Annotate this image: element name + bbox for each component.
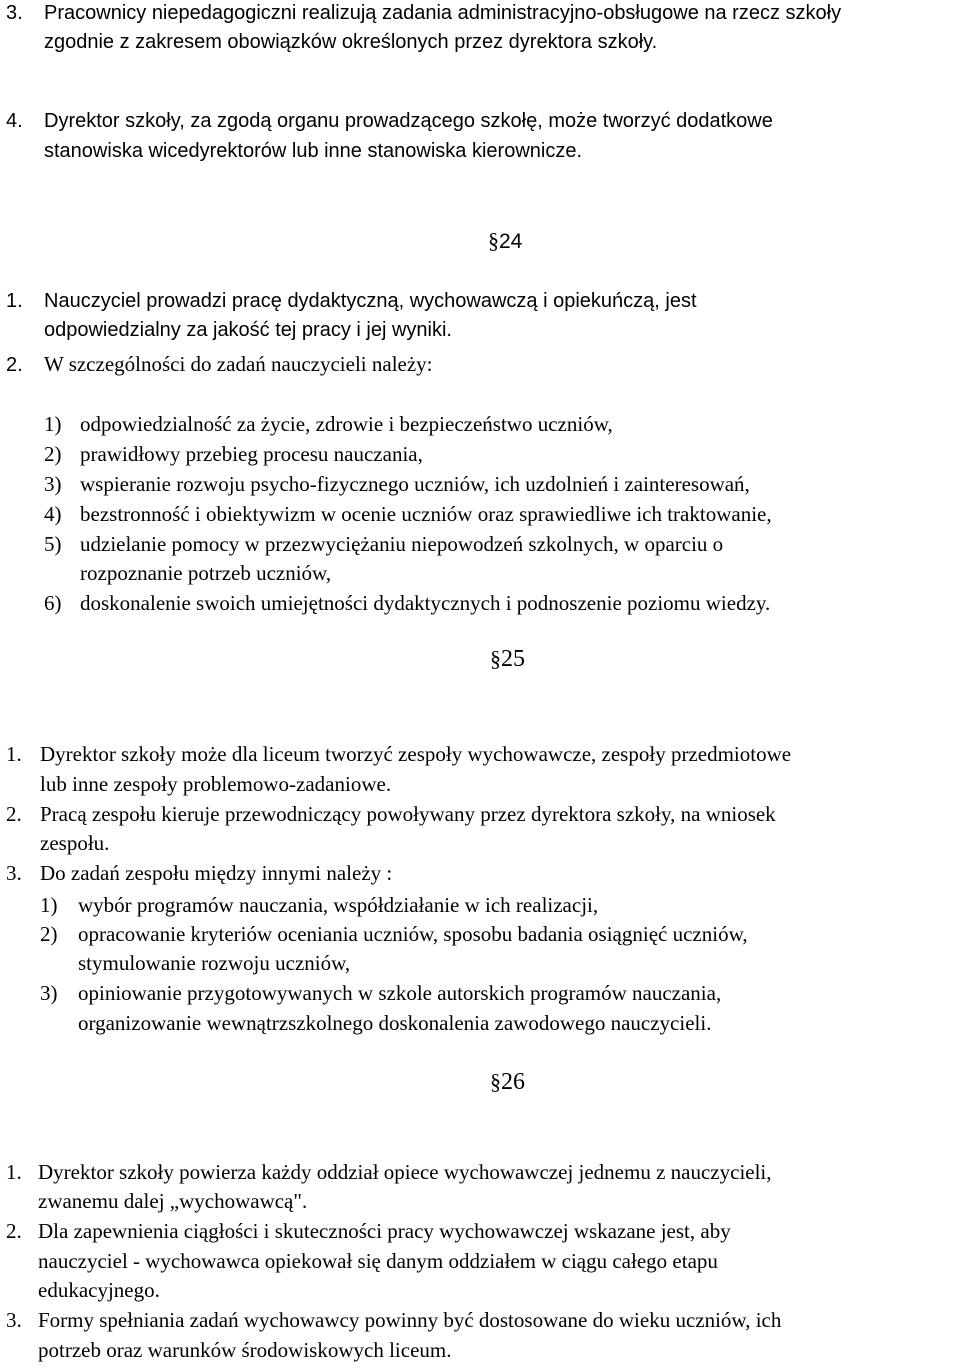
list-item: wspieranie rozwoju psycho-fizycznego uczniów, ich uzdolnień i zainteresowań,	[80, 472, 750, 496]
list-item-number: 6)	[44, 591, 62, 615]
paragraph-number: 4.	[6, 110, 23, 132]
paragraph-line: odpowiedzialny za jakość tej pracy i jej wyniki.	[44, 319, 452, 341]
list-item-number: 2)	[44, 442, 62, 466]
paragraph-number: 2.	[6, 1219, 22, 1243]
paragraph-number: 3.	[6, 1308, 22, 1332]
paragraph-line: Do zadań zespołu między innymi należy :	[40, 861, 393, 885]
paragraph-line: Dyrektor szkoły może dla liceum tworzyć zespoły wychowawcze, zespoły przedmiotowe	[40, 742, 792, 766]
list-item-number: 3)	[44, 472, 62, 496]
paragraph-line: stanowiska wicedyrektorów lub inne stanowiska kierownicze.	[44, 140, 583, 162]
paragraph-line: edukacyjnego.	[38, 1278, 160, 1302]
section-sign: §	[490, 646, 501, 671]
paragraph-number: 1.	[6, 290, 23, 312]
paragraph-line: Dyrektor szkoły powierza każdy oddział opiece wychowawczej jednemu z nauczycieli,	[38, 1160, 772, 1184]
paragraph-line: Formy spełniania zadań wychowawcy powinny być dostosowane do wieku uczniów, ich	[38, 1308, 782, 1332]
list-item: bezstronność i obiektywizm w ocenie uczniów oraz sprawiedliwe ich traktowanie,	[80, 502, 772, 526]
paragraph-line: Nauczyciel prowadzi pracę dydaktyczną, wychowawczą i opiekuńczą, jest	[44, 290, 697, 312]
list-item-number: 4)	[44, 502, 62, 526]
list-item: prawidłowy przebieg procesu nauczania,	[80, 442, 423, 466]
paragraph-number: 2.	[6, 802, 22, 826]
paragraph-line: Dla zapewnienia ciągłości i skuteczności pracy wychowawczej wskazane jest, aby	[38, 1219, 731, 1243]
paragraph-line: zespołu.	[40, 831, 110, 855]
list-item: wybór programów nauczania, współdziałanie w ich realizacji,	[78, 893, 599, 917]
list-item: odpowiedzialność za życie, zdrowie i bezpieczeństwo uczniów,	[80, 412, 613, 436]
list-item-number: 5)	[44, 532, 62, 556]
paragraph-line: zgodnie z zakresem obowiązków określonych przez dyrektora szkoły.	[44, 31, 658, 53]
section-number: 25	[501, 646, 525, 672]
paragraph-line: Pracą zespołu kieruje przewodniczący powoływany przez dyrektora szkoły, na wniosek	[40, 802, 776, 826]
section-number: 26	[501, 1069, 525, 1095]
list-item: doskonalenie swoich umiejętności dydaktycznych i podnoszenie poziomu wiedzy.	[80, 591, 771, 615]
paragraph-number: 2.	[6, 354, 23, 376]
section-heading-26	[490, 1069, 525, 1096]
list-item-number: 1)	[40, 893, 58, 917]
paragraph-line: Pracownicy niepedagogiczni realizują zadania administracyjno-obsługowe na rzecz szkoły	[44, 2, 842, 24]
paragraph-number: 1.	[6, 742, 22, 766]
list-item-number: 3)	[40, 981, 58, 1005]
list-item: opiniowanie przygotowywanych w szkole autorskich programów nauczania,	[78, 981, 722, 1005]
paragraph-line: potrzeb oraz warunków środowiskowych liceum.	[38, 1338, 452, 1362]
section-heading-24	[488, 228, 522, 255]
paragraph-line: lub inne zespoły problemowo-zadaniowe.	[40, 772, 392, 796]
section-sign: §	[488, 228, 499, 253]
list-item: rozpoznanie potrzeb uczniów,	[80, 561, 332, 585]
paragraph-line: zwanemu dalej „wychowawcą".	[38, 1189, 308, 1213]
list-item: opracowanie kryteriów oceniania uczniów, sposobu badania osiągnięć uczniów,	[78, 922, 748, 946]
list-item: udzielanie pomocy w przezwyciężaniu niepowodzeń szkolnych, w oparciu o	[80, 532, 724, 556]
section-number: 24	[499, 230, 523, 253]
paragraph-line: W szczególności do zadań nauczycieli należy:	[44, 352, 433, 376]
section-sign: §	[490, 1069, 501, 1094]
paragraph-number: 1.	[6, 1160, 22, 1184]
list-item: stymulowanie rozwoju uczniów,	[78, 951, 351, 975]
section-heading-25	[490, 646, 525, 673]
paragraph-line: Dyrektor szkoły, za zgodą organu prowadzącego szkołę, może tworzyć dodatkowe	[44, 110, 773, 132]
paragraph-number: 3.	[6, 861, 22, 885]
list-item: organizowanie wewnątrzszkolnego doskonalenia zawodowego nauczycieli.	[78, 1011, 712, 1035]
paragraph-number: 3.	[6, 2, 23, 24]
list-item-number: 2)	[40, 922, 58, 946]
paragraph-line: nauczyciel - wychowawca opiekował się danym oddziałem w ciągu całego etapu	[38, 1249, 718, 1273]
list-item-number: 1)	[44, 412, 62, 436]
